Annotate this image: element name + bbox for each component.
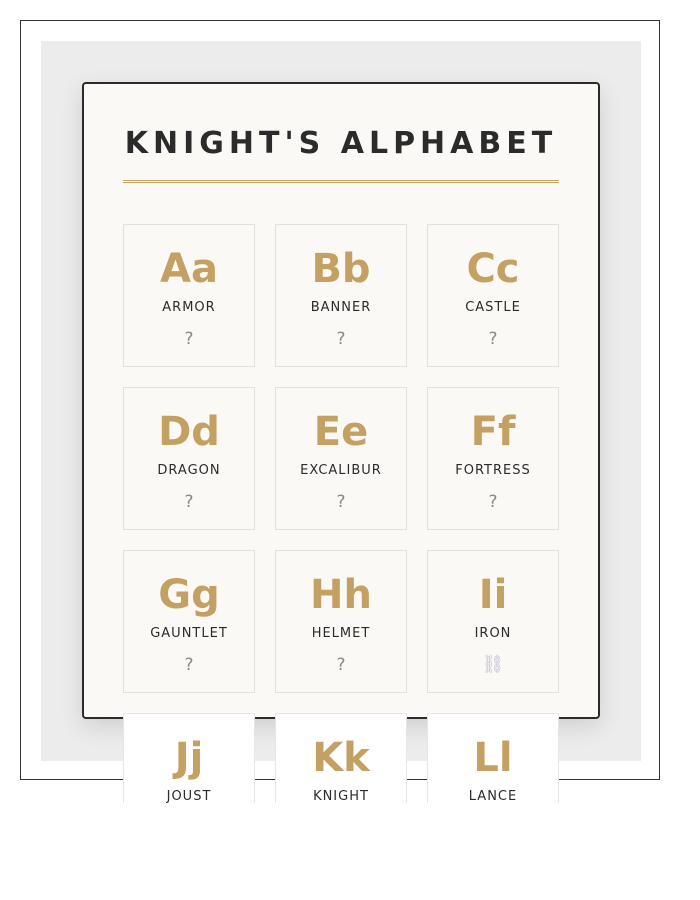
question-mark-icon: ? <box>184 329 194 349</box>
letter-tile-i[interactable] <box>427 550 559 693</box>
letter-tile-j[interactable] <box>123 713 255 803</box>
letter-tile-h[interactable] <box>275 550 407 693</box>
letter-tile-k[interactable] <box>275 713 407 803</box>
tile-word: CASTLE <box>465 300 521 315</box>
chain-icon: ⛓ <box>481 654 505 675</box>
tile-word: IRON <box>474 626 512 641</box>
tile-word: LANCE <box>468 789 518 804</box>
tile-word: GAUNTLET <box>150 626 228 641</box>
tile-letter: Jj <box>174 735 204 781</box>
tile-word: FORTRESS <box>455 463 531 478</box>
question-mark-icon: ? <box>184 655 194 675</box>
tile-word: ARMOR <box>162 300 216 315</box>
tile-word: JOUST <box>166 789 212 804</box>
letter-tile-a[interactable] <box>123 224 255 367</box>
tile-word: EXCALIBUR <box>300 463 382 478</box>
tile-letter: Ee <box>313 409 369 455</box>
tile-word: DRAGON <box>157 463 221 478</box>
question-mark-icon: ? <box>488 329 498 349</box>
tile-letter: Hh <box>310 572 372 618</box>
tile-letter: Ii <box>478 572 508 618</box>
letter-tile-l[interactable] <box>427 713 559 803</box>
question-mark-icon: ? <box>184 492 194 512</box>
question-mark-icon: ? <box>336 492 346 512</box>
letter-tile-e[interactable] <box>275 387 407 530</box>
page-title: KNIGHT'S ALPHABET <box>124 126 558 161</box>
tile-word: HELMET <box>311 626 371 641</box>
letter-tile-d[interactable] <box>123 387 255 530</box>
tile-letter: Ff <box>470 409 516 455</box>
question-mark-icon: ? <box>488 492 498 512</box>
letter-tile-f[interactable] <box>427 387 559 530</box>
tile-letter: Kk <box>312 735 370 781</box>
letter-tile-b[interactable] <box>275 224 407 367</box>
tile-letter: Bb <box>311 246 371 292</box>
tile-letter: Dd <box>158 409 220 455</box>
tile-letter: Cc <box>466 246 520 292</box>
tile-letter: Ll <box>473 735 513 781</box>
question-mark-icon: ? <box>336 655 346 675</box>
tile-word: KNIGHT <box>313 789 369 804</box>
tile-letter: Gg <box>158 572 220 618</box>
tile-letter: Aa <box>160 246 218 292</box>
question-mark-icon: ? <box>336 329 346 349</box>
letter-tile-g[interactable] <box>123 550 255 693</box>
tile-word: BANNER <box>310 300 372 315</box>
letter-tile-c[interactable] <box>427 224 559 367</box>
title-divider <box>123 180 559 183</box>
